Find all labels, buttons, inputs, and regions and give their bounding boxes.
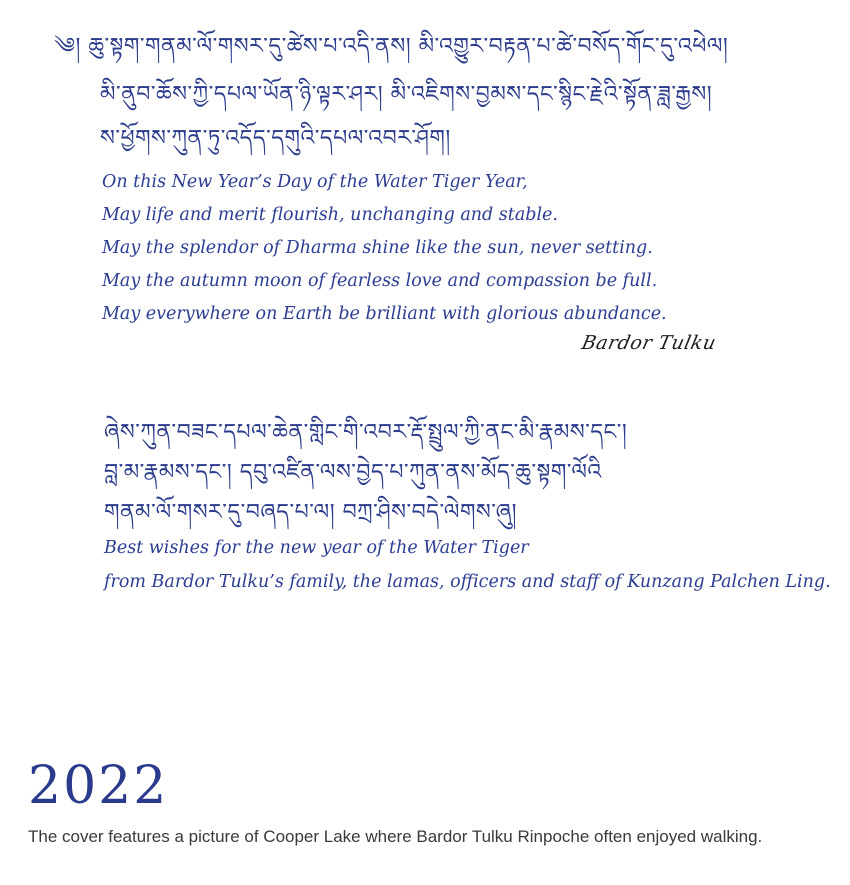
wishes-line-1: Best wishes for the new year of the Water Tiger: [104, 538, 529, 558]
verse-line-2: May life and merit flourish, unchanging and stable.: [102, 205, 558, 225]
tibetan-line-4: ཞེས་ཀུན་བཟང་དཔལ་ཆེན་གླིང་གི་འབར་རྡོ་སྤྲུལ་ཀྱི་ནང་མི་རྣམས་དང་།: [104, 420, 628, 445]
verse-line-5: May everywhere on Earth be brilliant with glorious abundance.: [102, 304, 667, 324]
verse-line-1: On this New Year’s Day of the Water Tiger Year,: [102, 172, 528, 192]
verse-line-4: May the autumn moon of fearless love and compassion be full.: [102, 271, 658, 291]
cover-caption: The cover features a picture of Cooper Lake where Bardor Tulku Rinpoche often enjoyed walking.: [28, 827, 763, 846]
tibetan-line-2: མི་ནུབ་ཆོས་ཀྱི་དཔལ་ཡོན་ཉི་ལྟར་ཤར། མི་འཇིགས་བྱམས་དང་སྙིང་རྗེའི་སྟོན་ཟླ་རྒྱས།: [100, 82, 713, 107]
tibetan-line-5: བླ་མ་རྣམས་དང་། དབུ་འཛིན་ལས་བྱེད་པ་ཀུན་ནས་མོད་ཆུ་སྟག་ལོའི: [104, 460, 602, 485]
tibetan-line-3: ས་ཕྱོགས་ཀུན་ཏུ་འདོད་དགུའི་དཔལ་འབར་ཤོག།: [100, 126, 451, 151]
tibetan-line-1: ༄། ཆུ་སྟག་གནམ་ལོ་གསར་དུ་ཚེས་པ་འདི་ནས། མི་འགྱུར་བརྟན་པ་ཚེ་བསོད་གོང་དུ་འཕེལ།: [54, 34, 729, 59]
wishes-line-2: from Bardor Tulku’s family, the lamas, officers and staff of Kunzang Palchen Ling.: [104, 572, 831, 592]
tibetan-line-6: གནམ་ལོ་གསར་དུ་བཞད་པ་ལ། བཀྲ་ཤིས་བདེ་ལེགས་ཞུ།: [104, 500, 518, 525]
verse-line-3: May the splendor of Dharma shine like the sun, never setting.: [102, 238, 653, 258]
signature: Bardor Tulku: [579, 332, 719, 354]
year-heading: 2022: [28, 756, 169, 816]
